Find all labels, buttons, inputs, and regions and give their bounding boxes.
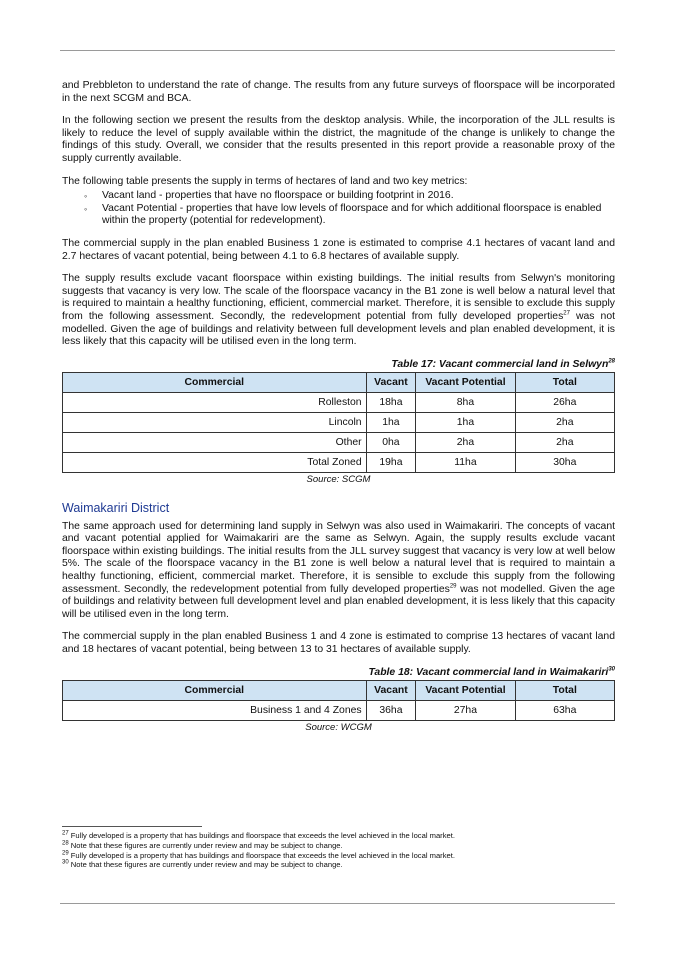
table-cell: 8ha xyxy=(416,392,515,412)
table-header-row xyxy=(63,680,615,700)
table-cell: 2ha xyxy=(515,432,614,452)
paragraph-7: The commercial supply in the plan enabled Business 1 and 4 zone is estimated to comprise 13 hectares of vacant land and 18 hectares of vacant potential, being between 13 to 31 hectares of available supply. xyxy=(62,631,615,656)
table-cell: 1ha xyxy=(366,412,416,432)
paragraph-1: and Prebbleton to understand the rate of change. The results from any future surveys of floorspace will be incorporated in the next SCGM and BCA. xyxy=(62,80,615,104)
table-18-source: Source: WCGM xyxy=(305,721,372,733)
table-cell: 63ha xyxy=(515,700,614,720)
section-heading: Waimakariri District xyxy=(62,500,170,515)
row-label: Total Zoned xyxy=(63,452,367,472)
paragraph-6-text-b: was not modelled. Given the age of buildings and relativity between full development level and plan enabled development, it is less likely that this capacity will be utilised even in the long term. xyxy=(62,583,615,620)
footnote-rule xyxy=(62,826,202,827)
list-item: ◦ Vacant land - properties that have no floorspace or building footprint in 2016. xyxy=(102,190,615,203)
table-17-caption: Table 17: Vacant commercial land in Selwyn$^{28}$ xyxy=(391,358,615,370)
table-17-source: Source: SCGM xyxy=(306,473,371,485)
footnote-ref-29[interactable]: 29 xyxy=(449,583,457,590)
row-label: Lincoln xyxy=(63,412,367,432)
table-row xyxy=(63,392,615,412)
table-cell: 26ha xyxy=(515,392,614,412)
table-row xyxy=(63,700,615,720)
table-cell: 1ha xyxy=(416,412,515,432)
table-cell: 30ha xyxy=(515,452,614,472)
column-header: Total xyxy=(515,680,614,700)
metrics-list xyxy=(62,190,615,228)
footnotes xyxy=(62,831,622,870)
paragraph-3: The following table presents the supply in terms of hectares of land and two key metrics: xyxy=(62,175,468,187)
column-header: Vacant Potential xyxy=(416,372,515,392)
table-row xyxy=(63,432,615,452)
footer-rule xyxy=(60,903,615,904)
footnote-ref-28[interactable]: 28 xyxy=(608,358,615,365)
column-header: Commercial xyxy=(63,680,367,700)
paragraph-6-text-a: The same approach used for determining land supply in Selwyn was also used in Waimakariri. The concepts of vacant and vacant potential applied for Waimakariri are the same as Selwyn. Again, the supply results exclude vacant floorspace within existing buildings. The initial results from the JLL survey suggest that vacancy is very low at well below 5%. The scale of the floorspace vacancy in the B1 zone is well below a natural level that is required to maintain a healthy functioning, efficient, commercial market. Therefore, it is sensible to exclude this supply from the following assessment. Secondly, the redevelopment potential from fully developed properties xyxy=(62,520,615,595)
list-item: ◦ Vacant Potential - properties that have low levels of floorspace and for which additional floorspace is enabled within the property (potential for redevelopment). xyxy=(102,203,615,228)
column-header: Vacant Potential xyxy=(416,680,515,700)
column-header: Total xyxy=(515,372,614,392)
table-cell: 18ha xyxy=(366,392,416,412)
paragraph-6 xyxy=(62,521,615,622)
table-header-row xyxy=(63,372,615,392)
table-cell: 27ha xyxy=(416,700,515,720)
paragraph-4: The commercial supply in the plan enabled Business 1 zone is estimated to comprise 4.1 hectares of vacant land and 2.7 hectares of vacant potential, being between 4.1 to 6.8 hectares of available supply. xyxy=(62,237,615,262)
row-label: Other xyxy=(63,432,367,452)
paragraph-2: In the following section we present the results from the desktop analysis. While, the incorporation of the JLL results is likely to reduce the level of supply available within the district, the magnitude of the change is unlikely to change the findings of this study. Overall, we consider that the results presented in this report provide a reasonable proxy of the supply currently available. xyxy=(62,115,615,164)
footnote-ref-27[interactable]: 27 xyxy=(563,310,570,317)
table-18-caption: Table 18: Vacant commercial land in Waimakariri$^{30}$ xyxy=(368,666,615,678)
header-rule xyxy=(60,50,615,51)
page-body xyxy=(62,80,615,749)
column-header: Vacant xyxy=(366,372,416,392)
table-18 xyxy=(62,680,615,721)
footnote-30: $^{30}$ Note that these figures are currently under review and may be subject to change. xyxy=(62,859,343,870)
table-cell: 11ha xyxy=(416,452,515,472)
table-cell: 2ha xyxy=(416,432,515,452)
table-row xyxy=(63,452,615,472)
table-cell: 0ha xyxy=(366,432,416,452)
row-label: Business 1 and 4 Zones xyxy=(63,700,367,720)
paragraph-5-text-a: The supply results exclude vacant floorspace within existing buildings. The initial results from Selwyn's monitoring suggests that vacancy is very low. The scale of the floorspace vacancy in the B1 zone is well below a natural level that is required to maintain a healthy functioning, efficient, commercial market. Therefore, it is sensible to exclude this supply from the following assessment. Secondly, the redevelopment potential from fully developed properties xyxy=(62,273,615,322)
footnote-ref-30[interactable]: 30 xyxy=(608,666,615,673)
table-cell: 36ha xyxy=(366,700,416,720)
paragraph-5-text-b: was not modelled. Given the age of buildings and relativity between full development levels and plan enabled development, it is less likely that this capacity will be utilised even in the long term. xyxy=(62,310,615,348)
table-cell: 2ha xyxy=(515,412,614,432)
paragraph-5 xyxy=(62,273,615,349)
row-label: Rolleston xyxy=(63,392,367,412)
footnote-28: $^{28}$ Note that these figures are currently under review and may be subject to change. xyxy=(62,840,343,850)
table-17 xyxy=(62,372,615,473)
footnote-27: $^{27}$ Fully developed is a property that has buildings and floorspace that exceeds the level achieved in the local market. xyxy=(62,830,455,840)
table-cell: 19ha xyxy=(366,452,416,472)
column-header: Vacant xyxy=(366,680,416,700)
table-row xyxy=(63,412,615,432)
column-header: Commercial xyxy=(63,372,367,392)
footnote-29: $^{29}$ Fully developed is a property that has buildings and floorspace that exceeds the level achieved in the local market. xyxy=(62,850,455,860)
